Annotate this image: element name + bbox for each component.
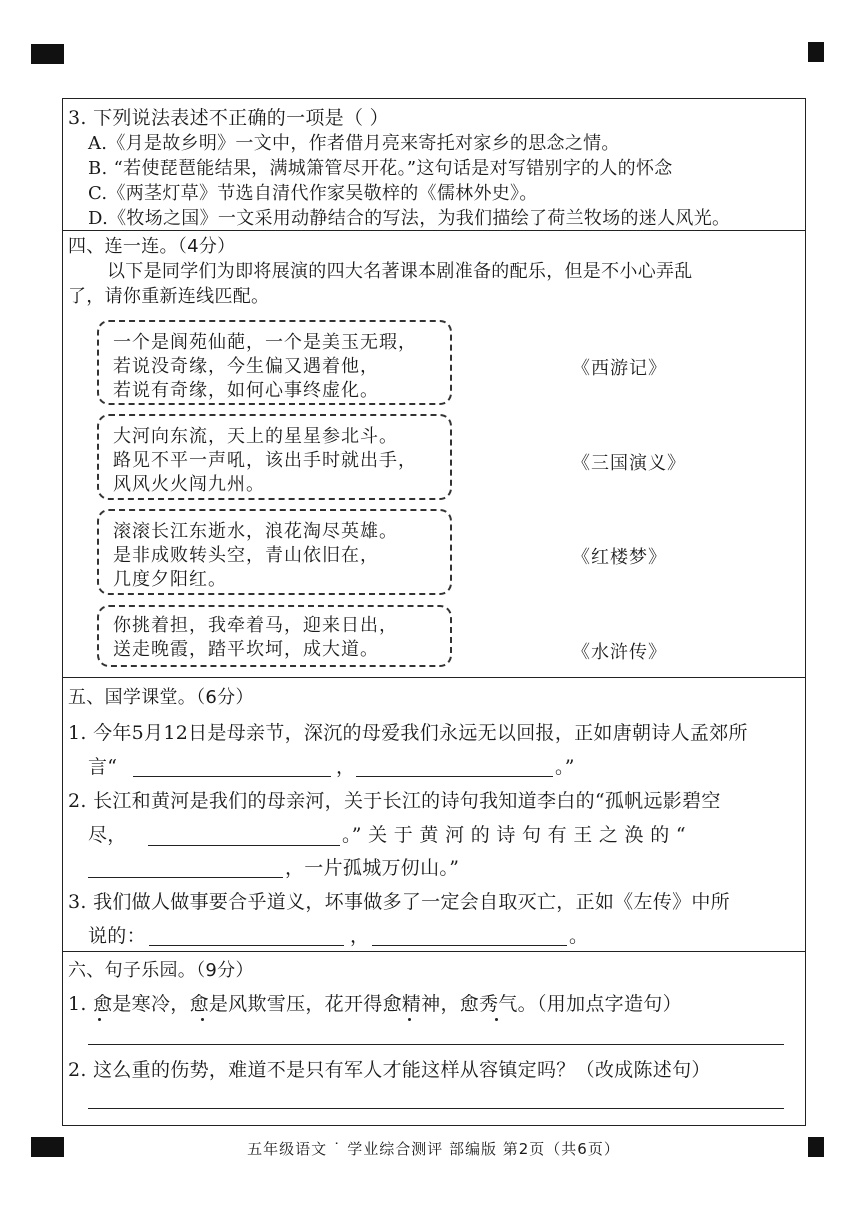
section-4-intro-line1: 以下是同学们为即将展演的四大名著课本剧准备的配乐，但是不小心弄乱 bbox=[107, 261, 693, 282]
s5-q2-tail: ，一片孤城万仞山。” bbox=[285, 857, 460, 879]
s5-q1-close: 。” bbox=[555, 756, 575, 778]
s5-q1-open: 言“ bbox=[88, 756, 118, 778]
q3-option-c: C.《两茎灯草》节选自清代作家吴敬梓的《儒林外史》。 bbox=[88, 183, 538, 204]
s5-q3-blank-2[interactable] bbox=[372, 945, 567, 946]
book-hongloumeng[interactable]: 《红楼梦》 bbox=[572, 547, 667, 568]
s5-q3-blank-1[interactable] bbox=[149, 945, 344, 946]
emphasis-dot-1 bbox=[98, 1018, 101, 1021]
book-xiyouji[interactable]: 《西游记》 bbox=[572, 358, 667, 379]
s5-q2-middle: 。” 关 于 黄 河 的 诗 句 有 王 之 涣 的 “ bbox=[342, 824, 686, 846]
book-sanguo[interactable]: 《三国演义》 bbox=[572, 453, 686, 474]
divider-sec6 bbox=[62, 951, 806, 952]
lyric-3-line-2: 是非成败转头空，青山依旧在， bbox=[113, 545, 379, 566]
s5-q2-blank-2[interactable] bbox=[88, 877, 283, 878]
s6-q1-answer-line[interactable] bbox=[88, 1044, 784, 1045]
s6-q1-text: 1. 愈是寒冷，愈是风欺雪压，花开得愈精神，愈秀气。（用加点字造句） bbox=[68, 993, 682, 1015]
lyric-1-line-3: 若说有奇缘，如何心事终虚化。 bbox=[113, 380, 379, 401]
page-footer: 五年级语文 ˙ 学业综合测评 部编版 第2页（共6页） bbox=[247, 1140, 620, 1158]
emphasis-dot-3 bbox=[408, 1018, 411, 1021]
s5-q2-blank-1[interactable] bbox=[148, 845, 340, 846]
s5-q2-text: 2. 长江和黄河是我们的母亲河，关于长江的诗句我知道李白的“孤帆远影碧空 bbox=[68, 790, 721, 812]
s5-q1-comma: ， bbox=[336, 756, 356, 778]
s5-q1-blank-2[interactable] bbox=[356, 776, 553, 777]
s5-q3-comma: ， bbox=[350, 925, 370, 947]
s5-q3-open: 说的： bbox=[88, 925, 146, 947]
q3-option-a: A.《月是故乡明》一文中，作者借月亮来寄托对家乡的思念之情。 bbox=[88, 133, 620, 154]
q3-option-b: B. “若使琵琶能结果，满城箫管尽开花。”这句话是对写错别字的人的怀念 bbox=[88, 158, 673, 179]
section-6-title: 六、句子乐园。（9分） bbox=[68, 960, 254, 981]
lyric-2-line-1: 大河向东流，天上的星星参北斗。 bbox=[113, 426, 398, 447]
section-5-title: 五、国学课堂。（6分） bbox=[68, 687, 254, 708]
lyric-3-line-3: 几度夕阳红。 bbox=[113, 569, 227, 590]
lyric-1-line-2: 若说没奇缘，今生偏又遇着他， bbox=[113, 356, 379, 377]
s5-q1-blank-1[interactable] bbox=[133, 776, 331, 777]
s6-q2-answer-line[interactable] bbox=[88, 1108, 784, 1109]
s5-q3-text: 3. 我们做人做事要合乎道义，坏事做多了一定会自取灭亡，正如《左传》中所 bbox=[68, 891, 730, 913]
s5-q2-end: 尽， bbox=[88, 824, 127, 846]
lyric-4-line-1: 你挑着担，我牵着马，迎来日出， bbox=[113, 615, 398, 636]
divider-sec5 bbox=[62, 677, 806, 678]
s6-q2-text: 2. 这么重的伤势，难道不是只有军人才能这样从容镇定吗？（改成陈述句） bbox=[68, 1059, 711, 1081]
emphasis-dot-2 bbox=[201, 1018, 204, 1021]
section-4-title: 四、连一连。（4分） bbox=[68, 236, 236, 257]
section-4-intro-line2: 了，请你重新连线匹配。 bbox=[68, 286, 270, 307]
registration-mark-top-left bbox=[31, 44, 64, 64]
s5-q1-text: 1. 今年5月12日是母亲节，深沉的母爱我们永远无以回报，正如唐朝诗人孟郊所 bbox=[68, 722, 748, 744]
q3-option-d: D.《牧场之国》一文采用动静结合的写法，为我们描绘了荷兰牧场的迷人风光。 bbox=[88, 208, 731, 229]
s5-q3-close: 。 bbox=[569, 925, 589, 947]
lyric-3-line-1: 滚滚长江东逝水，浪花淘尽英雄。 bbox=[113, 521, 398, 542]
emphasis-dot-4 bbox=[495, 1018, 498, 1021]
q3-stem: 3. 下列说法表述不正确的一项是（ ） bbox=[68, 107, 389, 129]
lyric-2-line-3: 风风火火闯九州。 bbox=[113, 474, 265, 495]
lyric-1-line-1: 一个是阆苑仙葩，一个是美玉无瑕， bbox=[113, 332, 417, 353]
registration-mark-top-right bbox=[808, 42, 824, 62]
lyric-2-line-2: 路见不平一声吼，该出手时就出手， bbox=[113, 450, 417, 471]
book-shuihuzhuan[interactable]: 《水浒传》 bbox=[572, 642, 667, 663]
lyric-4-line-2: 送走晚霞，踏平坎坷，成大道。 bbox=[113, 639, 379, 660]
